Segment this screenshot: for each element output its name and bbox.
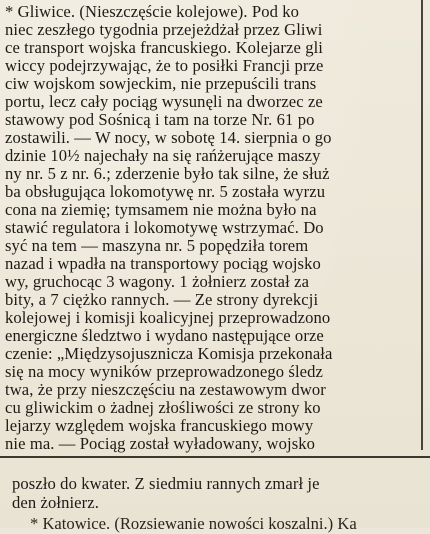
continuation-line-1: poszło do kwater. Z siedmiu rannych zmarł je [12, 474, 320, 493]
article-line-20: czenie: „Międzysojusznicza Komisja przekonała [5, 344, 333, 363]
article-line-10: ny nr. 5 z nr. 6.; zderzenie było tak silne, że służ [5, 164, 330, 183]
column-rule-horizontal [0, 456, 430, 458]
article-line-7: stawowy pod Sośnicą i tam na torze Nr. 61 po [5, 110, 315, 129]
article-line-4: wiccy podejrzywając, że to posiłki Francji prze [5, 56, 324, 75]
article-line-23: cu gliwickim o żadnej złośliwości ze strony ko [5, 398, 321, 417]
article-line-15: nazad i wpadła na transportowy pociąg wojsko [5, 254, 321, 273]
article-line-13: stawić regulatora i lokomotywę wstrzymać. Do [5, 218, 324, 237]
article-line-11: ba obsługująca lokomotywę nr. 5 została wyrzu [5, 182, 326, 201]
article-line-6: portu, lecz cały pociąg wysunęli na dworzec ze [5, 92, 323, 111]
article-line-8: zostawili. — W nocy, w sobotę 14. sierpnia o go [5, 128, 332, 147]
continuation-line-2: den żołnierz. [12, 493, 99, 512]
article-line-2: niec zeszłego tygodnia przejeżdżał przez Gliwi [5, 20, 323, 39]
article-line-17: bity, a 7 ciężko rannych. — Ze strony dyrekcji [5, 290, 319, 309]
article-line-18: kolejowej i komisji koalicyjnej przeprowadzono [5, 308, 331, 327]
article-line-3: ce transport wojska francuskiego. Kolejarze gli [5, 38, 324, 57]
article-line-12: cona na ziemię; tymsamem nie można było na [5, 200, 317, 219]
next-article-fragment: * Katowice. (Rozsiewanie nowości koszalni.) Ka [30, 514, 357, 533]
article-line-24: lejarzy względem wojska francuskiego mowy [5, 416, 314, 435]
article-line-9: dzinie 10½ najechały na się rańżerujące maszy [5, 146, 321, 165]
article-line-22: twa, że przy nieszczęściu na zestawowym dwor [5, 380, 326, 399]
article-line-16: wy, gruchocąc 3 wagony. 1 żołnierz został za [5, 272, 310, 291]
article-line-5: ciw wojskom sowjeckim, nie przepuścili trans [5, 74, 317, 93]
article-line-14: syć na tem — maszyna nr. 5 popędziła torem [5, 236, 309, 255]
article-line-25: nie ma. — Pociąg został wyładowany, wojsko [5, 434, 316, 453]
article-line-21: się na mocy wyników przeprowadzonego śledz [5, 362, 323, 381]
article-line-19: energiczne śledztwo i wydano następujące orze [5, 326, 324, 345]
column-rule-vertical [421, 0, 423, 450]
article-line-1: * Gliwice. (Nieszczęście kolejowe). Pod ko [5, 2, 300, 21]
